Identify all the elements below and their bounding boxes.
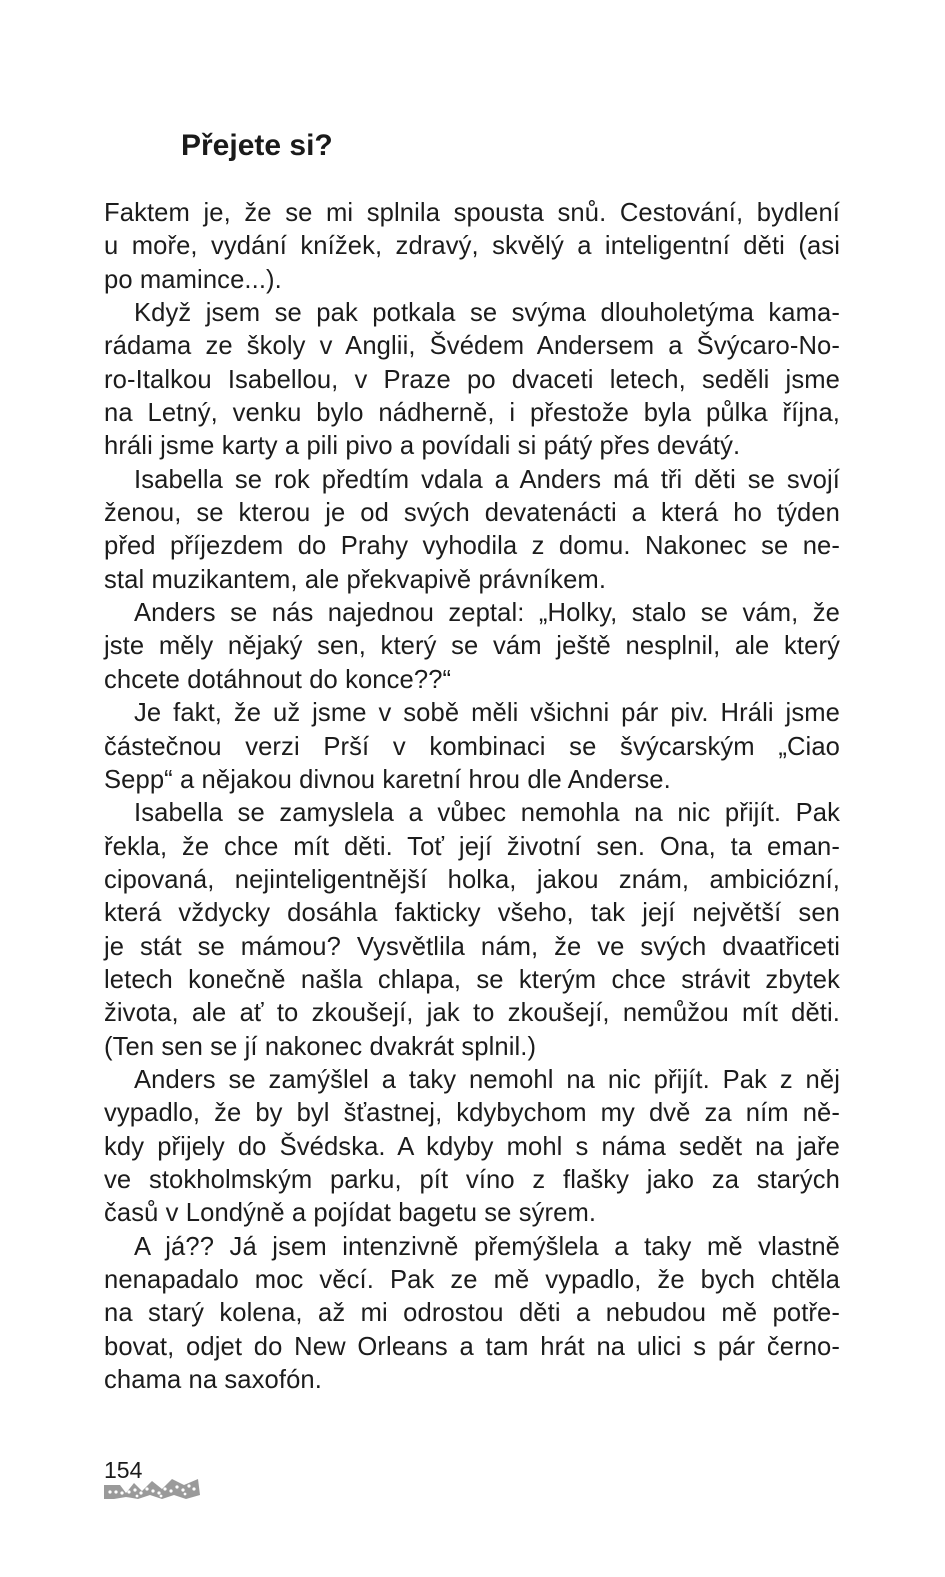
text-line: ve stokholmským parku, pít víno z flašky jako za starých <box>104 1165 840 1194</box>
text-line: vypadlo, že by byl šťastnej, kdybychom my dvě za ním ně- <box>104 1099 840 1128</box>
text-line: bovat, odjet do New Orleans a tam hrát na ulici s pár černo- <box>104 1332 840 1361</box>
text-line: na Letný, venku bylo nádherně, i přestože byla půlka října, <box>104 399 840 428</box>
text-line: částečnou verzi Prší v kombinaci se švýcarským „Ciao <box>104 732 840 761</box>
text-line: Anders se nás najednou zeptal: „Holky, stalo se vám, že <box>134 599 840 628</box>
text-line: Anders se zamýšlel a taky nemohl na nic přijít. Pak z něj <box>134 1065 840 1094</box>
text-line: Je fakt, že už jsme v sobě měli všichni pár piv. Hráli jsme <box>134 699 840 728</box>
page-number: 154 <box>104 1457 143 1483</box>
text-line: Isabella se zamyslela a vůbec nemohla na nic přijít. Pak <box>134 799 840 828</box>
text-line: Isabella se rok předtím vdala a Anders má tři děti se svojí <box>134 465 840 494</box>
text-line: života, ale ať to zkoušejí, jak to zkoušejí, nemůžou mít děti. <box>104 999 840 1028</box>
dotted-zigzag-ribbon-icon <box>102 1471 202 1501</box>
text-line: A já?? Já jsem intenzivně přemýšlela a taky mě vlastně <box>134 1232 840 1261</box>
text-line: Když jsem se pak potkala se svýma dlouholetýma kama- <box>134 299 840 328</box>
text-line: časů v Londýně a pojídat bagetu se sýrem. <box>104 1199 597 1228</box>
chapter-body <box>104 197 840 1397</box>
text-line: ženou, se kterou je od svých devatenácti a která ho týden <box>104 499 840 528</box>
text-line: chcete dotáhnout do konce??“ <box>104 665 452 694</box>
text-line: na starý kolena, až mi odrostou děti a nebudou mě potře- <box>104 1299 840 1328</box>
text-line: nenapadalo moc věcí. Pak ze mě vypadlo, že bych chtěla <box>104 1266 840 1294</box>
text-line: řekla, že chce mít děti. Toť její životní sen. Ona, ta eman- <box>104 832 840 861</box>
text-line: Faktem je, že se mi splnila spousta snů. Cestování, bydlení <box>104 199 840 227</box>
text-line: chama na saxofón. <box>104 1366 322 1395</box>
text-line: kdy přijely do Švédska. A kdyby mohl s náma sedět na jaře <box>104 1132 840 1161</box>
chapter-title: Přejete si? <box>181 129 333 162</box>
text-line: u moře, vydání knížek, zdravý, skvělý a inteligentní děti (asi <box>104 232 840 261</box>
text-line: hráli jsme karty a pili pivo a povídali si pátý přes devátý. <box>104 432 741 461</box>
text-line: před příjezdem do Prahy vyhodila z domu. Nakonec se ne- <box>104 532 840 561</box>
text-line: (Ten sen se jí nakonec dvakrát splnil.) <box>104 1032 537 1061</box>
text-line: po mamince...). <box>104 265 282 294</box>
text-line: která vždycky dosáhla fakticky všeho, tak její největší sen <box>104 899 840 928</box>
text-line: rádama ze školy v Anglii, Švédem Andersem a Švýcaro-No- <box>104 332 840 361</box>
text-line: Sepp“ a nějakou divnou karetní hrou dle Anderse. <box>104 765 671 794</box>
text-line: jste měly nějaký sen, který se vám ještě nesplnil, ale který <box>104 632 840 661</box>
text-line: je stát se mámou? Vysvětlila nám, že ve svých dvaatřiceti <box>104 932 840 961</box>
text-line: cipovaná, nejinteligentnější holka, jakou znám, ambiciózní, <box>104 865 840 894</box>
text-line: ro-Italkou Isabellou, v Praze po dvaceti letech, seděli jsme <box>104 365 840 394</box>
text-line: letech konečně našla chlapa, se kterým chce strávit zbytek <box>104 965 840 994</box>
text-line: stal muzikantem, ale překvapivě právníkem. <box>104 565 607 594</box>
